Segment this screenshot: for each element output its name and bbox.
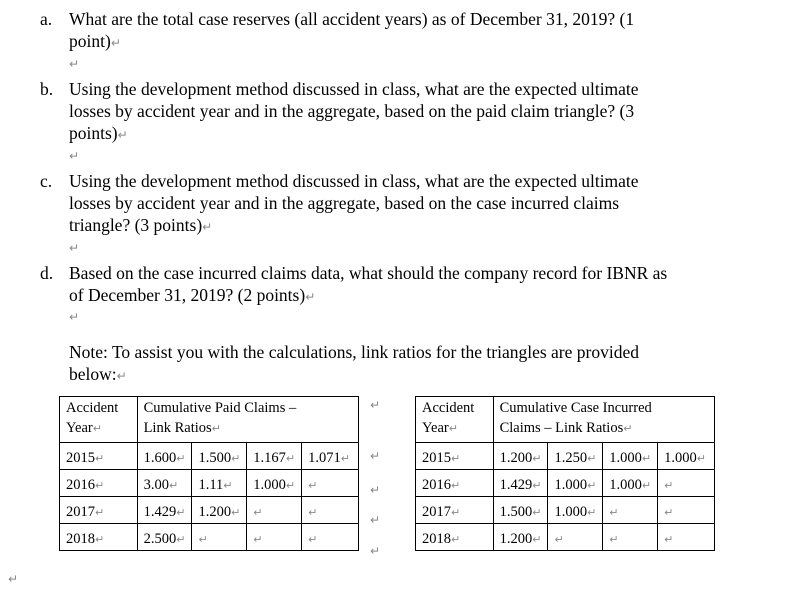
paragraph-mark-icon: ↵ [110,36,121,50]
ratio-cell: 1.200↵ [493,524,548,551]
question-line: Using the development method discussed in class, what are the expected ultimate [69,171,639,191]
year-cell: 2015↵ [416,443,494,470]
ratio-cell: 1.000↵ [548,497,603,524]
ratio-cell: ↵ [302,497,359,524]
ratio-cell: ↵ [658,524,715,551]
row-end-mark-icon: ↵ [370,513,381,527]
ratio-cell: 1.000↵ [603,443,658,470]
case-incurred-link-ratio-table [415,396,715,551]
ratio-cell: ↵ [302,524,359,551]
question-line: losses by accident year and in the aggregate, based on the paid claim triangle? (3 [69,101,635,121]
ratio-cell: 1.000↵ [247,470,302,497]
question-line: losses by accident year and in the aggregate, based on the case incurred claims [69,193,620,213]
table-row [60,524,359,551]
ratio-cell: ↵ [302,470,359,497]
ratio-cell: 1.500↵ [493,497,548,524]
ratio-cell: 1.11↵ [192,470,247,497]
paragraph-mark-icon: ↵ [305,290,316,304]
question-line: triangle? (3 points)↵ [69,215,213,235]
question-line: Based on the case incurred claims data, what should the company record for IBNR as [69,263,668,283]
question-letter: c. [40,171,53,191]
row-end-mark-icon: ↵ [370,544,381,558]
paragraph-mark-icon: ↵ [69,310,80,324]
ratio-cell: ↵ [192,524,247,551]
ratio-cell: 1.000↵ [603,470,658,497]
ratio-cell: ↵ [658,470,715,497]
ratio-cell: 3.00↵ [137,470,192,497]
ratio-cell: ↵ [548,524,603,551]
paragraph-mark-icon: ↵ [116,369,127,383]
table-header-row [60,397,359,443]
question-text [69,78,769,146]
ratio-cell: 1.167↵ [247,443,302,470]
ratio-cell: ↵ [247,497,302,524]
ratio-cell: ↵ [603,524,658,551]
ratio-cell: 1.600↵ [137,443,192,470]
note-line: below:↵ [69,364,127,384]
paragraph-mark-icon: ↵ [69,57,80,71]
link-ratios-header: Cumulative Case Incurred Claims – Link Ratios↵ [493,397,714,443]
row-end-mark-icon: ↵ [370,449,381,463]
year-cell: 2018↵ [60,524,138,551]
table-row [60,497,359,524]
ratio-cell: 1.500↵ [192,443,247,470]
ratio-cell: 1.429↵ [137,497,192,524]
year-cell: 2015↵ [60,443,138,470]
question-line: point)↵ [69,31,121,51]
table-row [416,524,715,551]
table-row [60,470,359,497]
question-letter: d. [40,263,54,283]
table-row [416,443,715,470]
ratio-cell: 1.200↵ [493,443,548,470]
link-ratios-header: Cumulative Paid Claims – Link Ratios↵ [137,397,358,443]
paid-claims-link-ratio-table [59,396,359,551]
ratio-cell: 1.200↵ [192,497,247,524]
note [69,341,809,387]
question-line: points)↵ [69,123,128,143]
row-end-mark-icon: ↵ [370,398,381,412]
accident-year-header: Accident Year↵ [416,397,494,443]
table-header-row [416,397,715,443]
ratio-cell: ↵ [247,524,302,551]
accident-year-header: Accident Year↵ [60,397,138,443]
paragraph-mark-icon: ↵ [202,220,213,234]
ratio-cell: 1.071↵ [302,443,359,470]
table-row [416,470,715,497]
question-text [69,262,769,308]
ratio-cell: ↵ [658,497,715,524]
paragraph-mark-icon: ↵ [69,241,80,255]
year-cell: 2016↵ [60,470,138,497]
note-line: Note: To assist you with the calculations, link ratios for the triangles are provided [69,342,639,362]
question-line: What are the total case reserves (all accident years) as of December 31, 2019? (1 [69,9,635,29]
paragraph-mark-icon: ↵ [117,128,128,142]
question-line: Using the development method discussed in class, what are the expected ultimate [69,79,639,99]
ratio-cell: 1.250↵ [548,443,603,470]
year-cell: 2018↵ [416,524,494,551]
ratio-cell: 1.000↵ [658,443,715,470]
question-text [69,8,769,54]
question-text [69,170,769,238]
paragraph-mark-icon: ↵ [8,572,19,586]
table-row [60,443,359,470]
ratio-cell: 1.429↵ [493,470,548,497]
paragraph-mark-icon: ↵ [69,149,80,163]
row-end-mark-icon: ↵ [370,483,381,497]
ratio-cell: 2.500↵ [137,524,192,551]
question-line: of December 31, 2019? (2 points)↵ [69,285,316,305]
table-row [416,497,715,524]
ratio-cell: ↵ [603,497,658,524]
year-cell: 2016↵ [416,470,494,497]
question-letter: a. [40,9,53,29]
question-letter: b. [40,79,54,99]
year-cell: 2017↵ [416,497,494,524]
year-cell: 2017↵ [60,497,138,524]
ratio-cell: 1.000↵ [548,470,603,497]
